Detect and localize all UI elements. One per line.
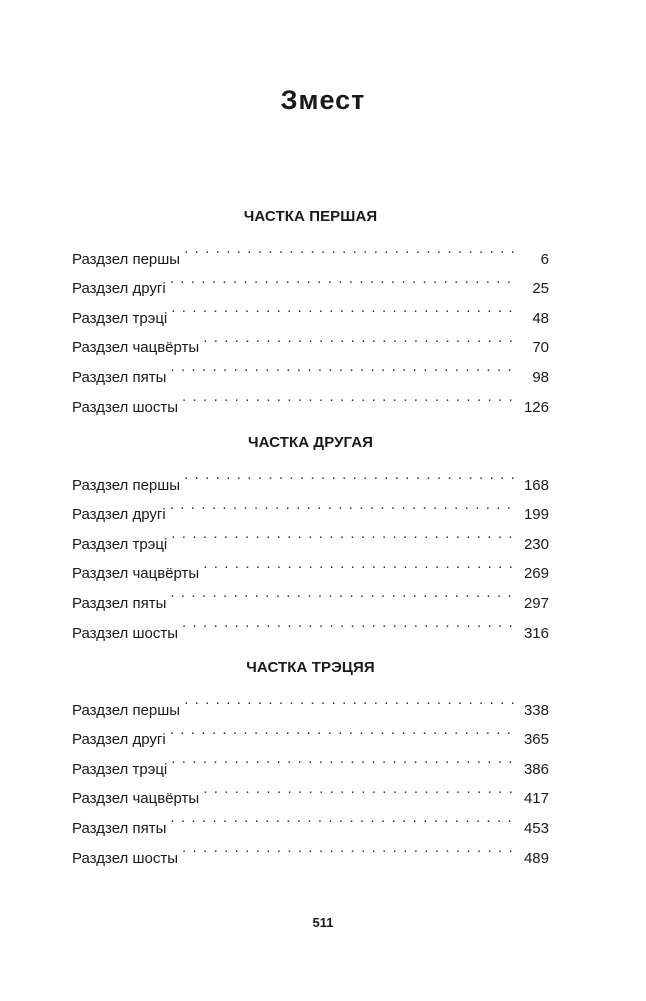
part-heading: ЧАСТКА ПЕРШАЯ xyxy=(243,208,378,225)
dot-leader xyxy=(182,608,515,638)
dot-leader xyxy=(184,685,515,715)
toc-entry-label: Раздзел шосты xyxy=(72,849,178,867)
dot-leader xyxy=(203,323,515,353)
dot-leader xyxy=(182,833,515,863)
dot-leader xyxy=(184,234,515,264)
dot-leader xyxy=(182,382,515,412)
page-title: Змест xyxy=(280,85,366,115)
dot-leader xyxy=(184,460,515,490)
dot-leader xyxy=(170,490,515,520)
dot-leader xyxy=(170,803,515,833)
toc-entry-page: 297 xyxy=(515,589,549,619)
toc-entry[interactable] xyxy=(72,685,549,719)
toc-entry-label: Раздзел пяты xyxy=(72,594,167,612)
toc-entry-page: 6 xyxy=(515,245,549,275)
toc-entry-label: Раздзел другі xyxy=(72,280,166,298)
toc-entry-label: Раздзел шосты xyxy=(72,398,178,416)
toc-entry-label: Раздзел трэці xyxy=(72,535,168,553)
toc-entry[interactable] xyxy=(72,460,549,494)
dot-leader xyxy=(171,744,515,774)
toc-entry-label: Раздзел першы xyxy=(72,476,181,494)
toc-list xyxy=(72,685,549,867)
dot-leader xyxy=(203,549,515,579)
dot-leader xyxy=(170,352,515,382)
toc-entry-label: Раздзел другі xyxy=(72,731,166,749)
toc-entry-label: Раздзел пяты xyxy=(72,368,167,386)
toc-entry-page: 126 xyxy=(515,393,549,423)
toc-entry-page: 338 xyxy=(515,696,549,726)
toc-list xyxy=(72,460,549,642)
toc-entry-label: Раздзел чацвёрты xyxy=(72,339,200,357)
toc-part-2 xyxy=(72,431,549,642)
toc-entry-label: Раздзел першы xyxy=(72,701,181,719)
page-number: 511 xyxy=(312,915,334,930)
toc-entry-page: 25 xyxy=(515,274,549,304)
toc-entry-label: Раздзел чацвёрты xyxy=(72,565,200,583)
part-heading: ЧАСТКА ДРУГАЯ xyxy=(247,434,374,451)
toc-entry-label: Раздзел трэці xyxy=(72,760,168,778)
toc-entry[interactable] xyxy=(72,234,549,268)
toc-entry-page: 386 xyxy=(515,755,549,785)
toc-entry-page: 453 xyxy=(515,814,549,844)
toc-part-3 xyxy=(72,656,549,867)
toc-entry-page: 489 xyxy=(515,844,549,874)
toc-part-1 xyxy=(72,205,549,416)
toc-entry-label: Раздзел пяты xyxy=(72,819,167,837)
toc-entry-page: 230 xyxy=(515,530,549,560)
dot-leader xyxy=(170,264,515,294)
dot-leader xyxy=(171,293,515,323)
part-heading: ЧАСТКА ТРЭЦЯЯ xyxy=(246,659,375,676)
toc-entry-page: 98 xyxy=(515,363,549,393)
toc-entry-page: 365 xyxy=(515,725,549,755)
toc-entry-page: 269 xyxy=(515,559,549,589)
toc-entry-page: 168 xyxy=(515,471,549,501)
dot-leader xyxy=(171,519,515,549)
toc-entry-label: Раздзел трэці xyxy=(72,309,168,327)
toc-entry-page: 70 xyxy=(515,333,549,363)
toc-entry-label: Раздзел першы xyxy=(72,250,181,268)
toc-entry-page: 199 xyxy=(515,500,549,530)
toc-entry-label: Раздзел шосты xyxy=(72,624,178,642)
dot-leader xyxy=(170,578,515,608)
dot-leader xyxy=(203,774,515,804)
toc-entry-label: Раздзел другі xyxy=(72,506,166,524)
toc-entry-page: 48 xyxy=(515,304,549,334)
dot-leader xyxy=(170,715,515,745)
toc-list xyxy=(72,234,549,416)
toc-entry-label: Раздзел чацвёрты xyxy=(72,790,200,808)
toc-entry-page: 417 xyxy=(515,784,549,814)
toc-entry-page: 316 xyxy=(515,619,549,649)
